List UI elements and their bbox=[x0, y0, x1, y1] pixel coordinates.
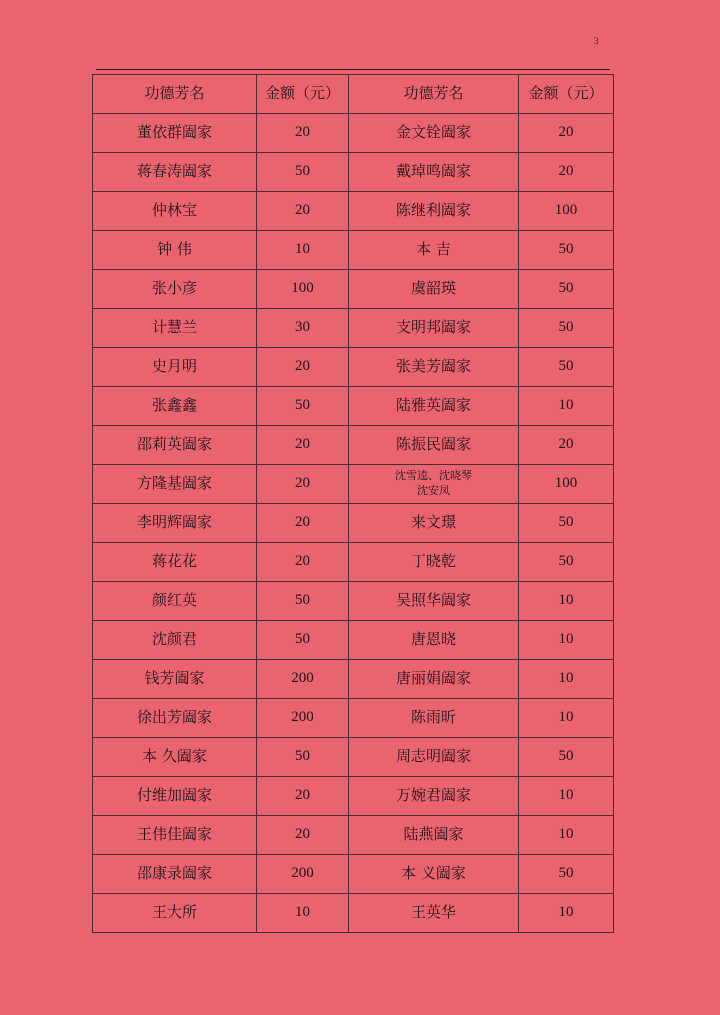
left-donor-name: 张小彦 bbox=[93, 270, 257, 309]
right-donation-amount: 50 bbox=[519, 855, 614, 894]
table-row bbox=[93, 582, 614, 621]
right-donor-name: 陆雅英阖家 bbox=[349, 387, 519, 426]
right-donation-amount: 10 bbox=[519, 387, 614, 426]
left-donation-amount: 50 bbox=[257, 621, 349, 660]
table-row bbox=[93, 699, 614, 738]
table-row bbox=[93, 504, 614, 543]
right-donation-amount: 10 bbox=[519, 621, 614, 660]
header-right-amount: 金额（元） bbox=[519, 75, 614, 114]
right-donor-name: 虞韶瑛 bbox=[349, 270, 519, 309]
left-donation-amount: 20 bbox=[257, 192, 349, 231]
left-donor-name: 张鑫鑫 bbox=[93, 387, 257, 426]
left-donor-name: 邵康录阖家 bbox=[93, 855, 257, 894]
left-donor-name: 付维加阖家 bbox=[93, 777, 257, 816]
right-donor-name: 陈雨昕 bbox=[349, 699, 519, 738]
left-donor-name: 史月明 bbox=[93, 348, 257, 387]
table-row bbox=[93, 426, 614, 465]
left-donor-name: 邵莉英阖家 bbox=[93, 426, 257, 465]
right-donation-amount: 20 bbox=[519, 114, 614, 153]
right-donor-name: 吴照华阖家 bbox=[349, 582, 519, 621]
page-number: 3 bbox=[594, 36, 599, 46]
left-donation-amount: 20 bbox=[257, 114, 349, 153]
left-donation-amount: 20 bbox=[257, 777, 349, 816]
right-donor-name-line: 沈雪逵、沈晓琴 bbox=[395, 469, 472, 483]
top-rule bbox=[96, 69, 610, 70]
right-donor-name: 陆燕阖家 bbox=[349, 816, 519, 855]
left-donor-name: 钟 伟 bbox=[93, 231, 257, 270]
left-donation-amount: 200 bbox=[257, 855, 349, 894]
right-donor-name: 王英华 bbox=[349, 894, 519, 933]
right-donation-amount: 10 bbox=[519, 777, 614, 816]
table-row bbox=[93, 738, 614, 777]
table-row bbox=[93, 309, 614, 348]
right-donor-name: 戴琸鸣阖家 bbox=[349, 153, 519, 192]
right-donor-name-multiline bbox=[349, 465, 519, 504]
left-donation-amount: 100 bbox=[257, 270, 349, 309]
table-row bbox=[93, 114, 614, 153]
table-row bbox=[93, 660, 614, 699]
left-donation-amount: 30 bbox=[257, 309, 349, 348]
left-donor-name: 蒋花花 bbox=[93, 543, 257, 582]
left-donor-name: 沈颜君 bbox=[93, 621, 257, 660]
left-donation-amount: 50 bbox=[257, 153, 349, 192]
left-donation-amount: 20 bbox=[257, 543, 349, 582]
left-donation-amount: 10 bbox=[257, 894, 349, 933]
left-donor-name: 计慧兰 bbox=[93, 309, 257, 348]
right-donor-name: 陈继利阖家 bbox=[349, 192, 519, 231]
right-donation-amount: 100 bbox=[519, 192, 614, 231]
table-row bbox=[93, 465, 614, 504]
right-donor-name-line: 沈安凤 bbox=[417, 484, 450, 497]
right-donor-name: 万婉君阖家 bbox=[349, 777, 519, 816]
left-donor-name: 蒋春涛阖家 bbox=[93, 153, 257, 192]
right-donor-name: 金文铨阖家 bbox=[349, 114, 519, 153]
left-donor-name: 钱芳阖家 bbox=[93, 660, 257, 699]
table-row bbox=[93, 231, 614, 270]
left-donation-amount: 20 bbox=[257, 426, 349, 465]
table-row bbox=[93, 387, 614, 426]
left-donation-amount: 20 bbox=[257, 816, 349, 855]
left-donor-name: 董依群阖家 bbox=[93, 114, 257, 153]
right-donation-amount: 20 bbox=[519, 153, 614, 192]
right-donor-name: 丁晓乾 bbox=[349, 543, 519, 582]
right-donor-name: 来文璟 bbox=[349, 504, 519, 543]
left-donation-amount: 50 bbox=[257, 738, 349, 777]
table-row bbox=[93, 855, 614, 894]
right-donation-amount: 50 bbox=[519, 270, 614, 309]
right-donation-amount: 100 bbox=[519, 465, 614, 504]
table-row bbox=[93, 153, 614, 192]
left-donor-name: 颜红英 bbox=[93, 582, 257, 621]
right-donation-amount: 50 bbox=[519, 309, 614, 348]
right-donation-amount: 20 bbox=[519, 426, 614, 465]
left-donor-name: 王大所 bbox=[93, 894, 257, 933]
right-donation-amount: 10 bbox=[519, 582, 614, 621]
right-donor-name: 唐恩晓 bbox=[349, 621, 519, 660]
left-donation-amount: 200 bbox=[257, 699, 349, 738]
right-donation-amount: 10 bbox=[519, 894, 614, 933]
donation-table bbox=[92, 74, 614, 933]
right-donor-name: 本 吉 bbox=[349, 231, 519, 270]
left-donation-amount: 20 bbox=[257, 348, 349, 387]
right-donation-amount: 10 bbox=[519, 660, 614, 699]
header-right-name: 功德芳名 bbox=[349, 75, 519, 114]
right-donor-name: 支明邦阖家 bbox=[349, 309, 519, 348]
left-donor-name: 李明辉阖家 bbox=[93, 504, 257, 543]
right-donor-name: 周志明阖家 bbox=[349, 738, 519, 777]
right-donor-name: 张美芳阖家 bbox=[349, 348, 519, 387]
table-row bbox=[93, 348, 614, 387]
left-donation-amount: 200 bbox=[257, 660, 349, 699]
left-donor-name: 徐出芳阖家 bbox=[93, 699, 257, 738]
table-row bbox=[93, 777, 614, 816]
right-donation-amount: 10 bbox=[519, 816, 614, 855]
right-donation-amount: 50 bbox=[519, 231, 614, 270]
left-donor-name: 仲林宝 bbox=[93, 192, 257, 231]
right-donation-amount: 50 bbox=[519, 738, 614, 777]
table-row bbox=[93, 621, 614, 660]
right-donation-amount: 50 bbox=[519, 504, 614, 543]
table-header-row bbox=[93, 75, 614, 114]
right-donor-name: 唐丽娟阖家 bbox=[349, 660, 519, 699]
left-donation-amount: 20 bbox=[257, 465, 349, 504]
table-row bbox=[93, 543, 614, 582]
header-left-amount: 金额（元） bbox=[257, 75, 349, 114]
right-donor-name: 本 义阖家 bbox=[349, 855, 519, 894]
right-donation-amount: 50 bbox=[519, 348, 614, 387]
left-donor-name: 王伟佳阖家 bbox=[93, 816, 257, 855]
header-left-name: 功德芳名 bbox=[93, 75, 257, 114]
table-row bbox=[93, 192, 614, 231]
right-donation-amount: 10 bbox=[519, 699, 614, 738]
table-row bbox=[93, 816, 614, 855]
left-donor-name: 方隆基阖家 bbox=[93, 465, 257, 504]
table-row bbox=[93, 270, 614, 309]
right-donation-amount: 50 bbox=[519, 543, 614, 582]
right-donor-name: 陈振民阖家 bbox=[349, 426, 519, 465]
left-donor-name: 本 久阖家 bbox=[93, 738, 257, 777]
left-donation-amount: 50 bbox=[257, 582, 349, 621]
left-donation-amount: 20 bbox=[257, 504, 349, 543]
left-donation-amount: 10 bbox=[257, 231, 349, 270]
left-donation-amount: 50 bbox=[257, 387, 349, 426]
table-row bbox=[93, 894, 614, 933]
